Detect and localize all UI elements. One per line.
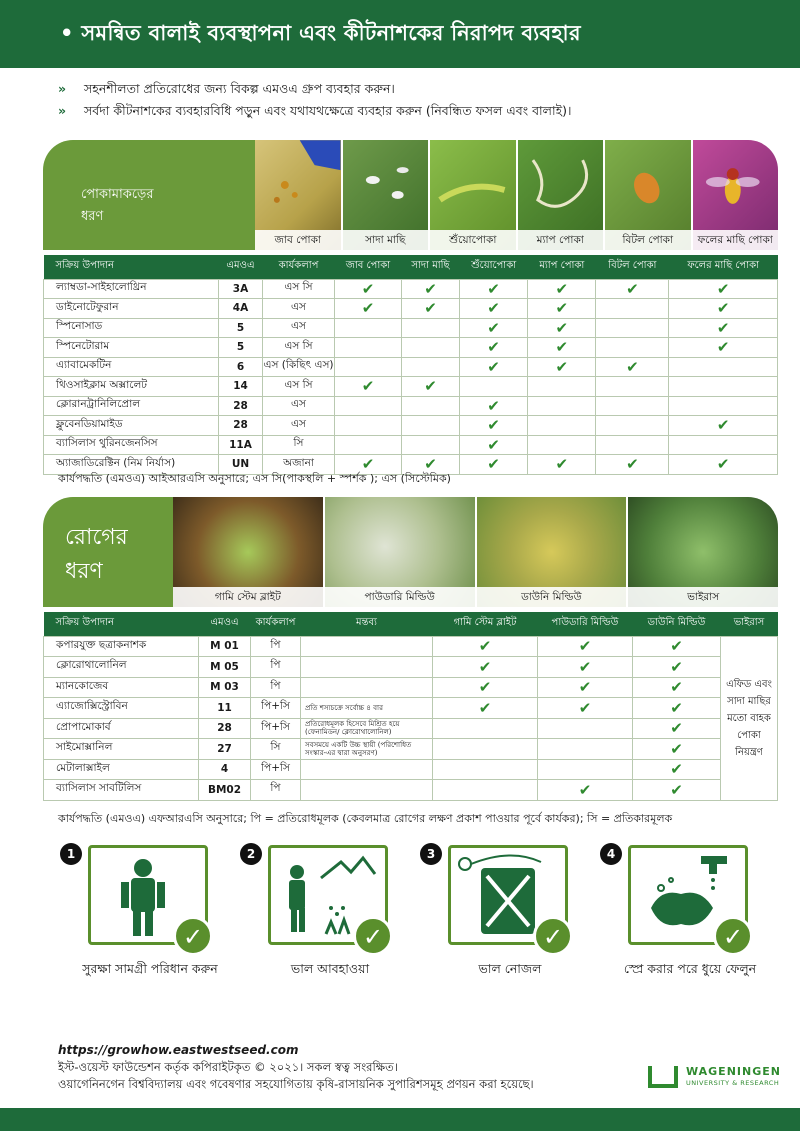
table-row — [44, 279, 778, 299]
check-cell — [528, 435, 596, 455]
table-row — [44, 338, 778, 358]
check-cell — [538, 718, 633, 739]
pest-type-label: পোকামাকড়ের ধরণ — [43, 140, 255, 250]
check-icon: ✔ — [670, 637, 683, 656]
footer — [58, 1042, 638, 1093]
check-icon: ✔ — [487, 318, 500, 337]
check-cell — [459, 357, 527, 377]
table-row — [44, 657, 778, 678]
action-type: পি — [251, 677, 301, 698]
remark — [301, 780, 433, 801]
ingredient-name: প্রোপামোকার্ব — [44, 718, 199, 739]
photo-caterpillar: শুঁয়োপোকা — [430, 140, 516, 250]
check-icon: ✔ — [361, 279, 375, 298]
check-cell — [633, 698, 721, 719]
check-icon: ✔ — [487, 338, 500, 357]
check-icon: ✔ — [424, 299, 437, 318]
check-icon: ✓ — [713, 916, 753, 956]
ingredient-name: ডাইনোটেফুরান — [44, 299, 219, 319]
check-cell — [459, 318, 527, 338]
moa-code: 14 — [219, 377, 263, 397]
step-box — [268, 845, 388, 951]
check-icon: ✔ — [626, 279, 639, 298]
check-icon: ✔ — [716, 416, 730, 435]
virus-note: এফিড এবং সাদা মাছির মতো বাহক পোকা নিয়ন্ত্রণ — [721, 636, 778, 800]
action-type: অজানা — [263, 455, 335, 475]
check-icon: ✔ — [478, 698, 492, 717]
check-icon: ✔ — [555, 318, 569, 337]
check-cell — [596, 279, 669, 299]
table-row — [44, 636, 778, 657]
moa-code: M 01 — [199, 636, 251, 657]
check-cell — [596, 318, 669, 338]
fruitfly-image — [693, 140, 779, 230]
check-icon: ✔ — [670, 719, 683, 738]
check-icon: ✔ — [578, 780, 592, 799]
ingredient-name: মেটালাক্সাইল — [44, 759, 199, 780]
copyright-text: ইস্ট-ওয়েস্ট ফাউন্ডেশন কর্তৃক কপিরাইটকৃত © ২০২১। সকল স্বত্ব সংরক্ষিত। — [58, 1060, 398, 1074]
photo-gummy-stem-blight: গামি স্টেম ব্লাইট — [173, 497, 323, 607]
check-cell — [528, 299, 596, 319]
ingredient-name: থিওসাইক্লাম অক্সালেট — [44, 377, 219, 397]
check-cell — [433, 780, 538, 801]
caterpillar-image — [430, 140, 516, 230]
check-cell — [459, 377, 527, 397]
leafminer-image — [518, 140, 604, 230]
chevron-icon: » — [58, 81, 67, 96]
table-row — [44, 677, 778, 698]
table-row — [44, 435, 778, 455]
moa-code: 5 — [219, 338, 263, 358]
check-cell — [538, 780, 633, 801]
check-icon: ✔ — [487, 279, 500, 298]
table-row — [44, 739, 778, 760]
check-cell — [633, 657, 721, 678]
check-icon: ✔ — [716, 318, 730, 337]
check-icon: ✔ — [578, 657, 592, 676]
check-cell — [528, 357, 596, 377]
check-icon: ✔ — [670, 739, 683, 758]
pest-note: কার্যপদ্ধতি (এমওএ) আইআরএসি অনুসারে; এস সি(পাকস্থলি + স্পর্শক ); এস (সিস্টেমিক) — [58, 472, 451, 485]
action-type: এস সি — [263, 279, 335, 299]
check-cell — [528, 455, 596, 475]
action-type: এস — [263, 318, 335, 338]
moa-code: 11A — [219, 435, 263, 455]
table-row — [44, 780, 778, 801]
step-box — [628, 845, 748, 951]
photo-whitefly: সাদা মাছি — [343, 140, 429, 250]
check-cell — [633, 718, 721, 739]
check-cell — [528, 318, 596, 338]
step-number: 3 — [420, 843, 442, 865]
remark — [301, 677, 433, 698]
action-type: এস — [263, 416, 335, 436]
check-icon: ✔ — [487, 357, 500, 376]
check-cell — [669, 396, 778, 416]
step-caption: ভাল নোজল — [478, 961, 542, 976]
moa-code: 27 — [199, 739, 251, 760]
moa-code: BM02 — [199, 780, 251, 801]
ingredient-name: কপারযুক্ত ছত্রাকনাশক — [44, 636, 199, 657]
check-cell — [402, 396, 460, 416]
check-cell — [335, 299, 402, 319]
disease-header — [43, 497, 778, 607]
bullet-item: » সর্বদা কীটনাশকের ব্যবহারবিধি পড়ুন এবং যথাযথক্ষেত্রে ব্যবহার করুন (নিবন্ধিত ফসল এবং বালাই)। — [58, 100, 778, 122]
check-icon: ✔ — [626, 455, 639, 474]
action-type: এস (কিছিৎ এস) — [263, 357, 335, 377]
moa-code: M 03 — [199, 677, 251, 698]
action-type: এস — [263, 299, 335, 319]
check-cell — [669, 357, 778, 377]
check-cell — [669, 377, 778, 397]
table-row — [44, 396, 778, 416]
check-cell — [335, 338, 402, 358]
check-cell — [433, 759, 538, 780]
photo-fruitfly: ফলের মাছি পোকা — [693, 140, 779, 250]
check-icon: ✓ — [173, 916, 213, 956]
ingredient-name: এ্যাজোক্সিস্ট্রোবিন — [44, 698, 199, 719]
check-cell — [459, 338, 527, 358]
check-cell — [528, 377, 596, 397]
check-icon: ✔ — [670, 780, 683, 799]
check-cell — [538, 636, 633, 657]
remark — [301, 636, 433, 657]
check-cell — [433, 636, 538, 657]
check-icon: ✔ — [578, 698, 592, 717]
check-cell — [669, 435, 778, 455]
chevron-icon: » — [58, 103, 67, 118]
check-cell — [596, 377, 669, 397]
check-cell — [669, 455, 778, 475]
check-cell — [433, 718, 538, 739]
ingredient-name: অ্যাজাডিরেক্টিন (নিম নির্যাস) — [44, 455, 219, 475]
check-cell — [538, 657, 633, 678]
photo-powdery-mildew: পাউডারি মিল্ডিউ — [325, 497, 475, 607]
check-icon: ✔ — [578, 637, 592, 656]
ingredient-name: ব্যাসিলাস সাবটিলিস — [44, 780, 199, 801]
remark: প্রতি শস্যচক্রে সর্বোচ্চ ৪ বার — [301, 698, 433, 719]
action-type: পি+সি — [251, 759, 301, 780]
moa-code: 28 — [219, 396, 263, 416]
step-caption: ভাল আবহাওয়া — [290, 961, 370, 976]
photo-virus: ভাইরাস — [628, 497, 778, 607]
ingredient-name: ক্লোরোথালোনিল — [44, 657, 199, 678]
check-cell — [459, 416, 527, 436]
photo-beetle: বিটল পোকা — [605, 140, 691, 250]
table-row — [44, 759, 778, 780]
check-cell — [596, 455, 669, 475]
check-icon: ✔ — [361, 455, 375, 474]
pest-photos — [255, 140, 778, 250]
check-icon: ✔ — [424, 377, 437, 396]
check-icon: ✔ — [555, 299, 569, 318]
check-icon: ✔ — [716, 279, 730, 298]
check-cell — [402, 377, 460, 397]
page-title: • সমন্বিত বালাই ব্যবস্থাপনা এবং কীটনাশকের নিরাপদ ব্যবহার — [60, 20, 581, 45]
check-icon: ✔ — [670, 760, 683, 779]
check-cell — [335, 396, 402, 416]
action-type: পি+সি — [251, 698, 301, 719]
wageningen-logo: WAGENINGEN UNIVERSITY & RESEARCH — [648, 1062, 788, 1092]
check-cell — [669, 299, 778, 319]
check-icon: ✔ — [555, 455, 569, 474]
step-caption: সুরক্ষা সামগ্রী পরিধান করুন — [82, 961, 218, 976]
check-cell — [402, 318, 460, 338]
check-cell — [402, 435, 460, 455]
action-type: পি+সি — [251, 718, 301, 739]
check-cell — [335, 435, 402, 455]
step-caption: স্প্রে করার পরে ধুয়ে ফেলুন — [623, 961, 757, 976]
check-cell — [528, 338, 596, 358]
ingredient-name: স্পিনেটোরাম — [44, 338, 219, 358]
check-cell — [335, 357, 402, 377]
check-cell — [433, 739, 538, 760]
moa-code: 4 — [199, 759, 251, 780]
check-cell — [528, 416, 596, 436]
check-cell — [669, 279, 778, 299]
bullet-item: » সহনশীলতা প্রতিরোধের জন্য বিকল্প এমওএ গ্রুপ ব্যবহার করুন। — [58, 78, 778, 100]
step-good-weather — [240, 843, 400, 983]
moa-code: 11 — [199, 698, 251, 719]
check-cell — [596, 357, 669, 377]
moa-code: 28 — [219, 416, 263, 436]
photo-aphid: জাব পোকা — [255, 140, 341, 250]
check-cell — [669, 416, 778, 436]
check-icon: ✔ — [670, 678, 683, 697]
check-cell — [459, 455, 527, 475]
check-icon: ✔ — [555, 338, 569, 357]
check-icon: ✔ — [555, 279, 569, 298]
pest-table — [43, 255, 778, 475]
check-icon: ✔ — [478, 657, 492, 676]
beetle-image — [605, 140, 691, 230]
check-icon: ✔ — [716, 338, 730, 357]
website-link[interactable]: https://growhow.eastwestseed.com — [58, 1043, 299, 1057]
ingredient-name: ফ্লুবেনডিয়ামাইড — [44, 416, 219, 436]
check-icon: ✔ — [424, 279, 437, 298]
check-cell — [633, 739, 721, 760]
table-row — [44, 416, 778, 436]
check-cell — [433, 677, 538, 698]
action-type: সি — [263, 435, 335, 455]
check-cell — [669, 318, 778, 338]
check-icon: ✔ — [487, 455, 500, 474]
check-cell — [538, 677, 633, 698]
check-cell — [402, 357, 460, 377]
remark — [301, 657, 433, 678]
check-cell — [538, 759, 633, 780]
check-cell — [633, 780, 721, 801]
table-row — [44, 698, 778, 719]
moa-code: 5 — [219, 318, 263, 338]
check-icon: ✔ — [424, 455, 437, 474]
check-cell — [402, 416, 460, 436]
footer-bar — [0, 1108, 800, 1131]
ingredient-name: এ্যাবামেকটিন — [44, 357, 219, 377]
check-icon: ✔ — [487, 396, 500, 415]
action-type: সি — [251, 739, 301, 760]
action-type: এস সি — [263, 338, 335, 358]
check-cell — [633, 759, 721, 780]
moa-code: 4A — [219, 299, 263, 319]
moa-code: 28 — [199, 718, 251, 739]
check-cell — [596, 338, 669, 358]
remark: প্রতিরোধমূলক হিসেবে মিশ্রিত হয়ে (ফেনামিডন/ ক্লোরোথালোনিল) — [301, 718, 433, 739]
check-cell — [538, 739, 633, 760]
check-cell — [669, 338, 778, 358]
ingredient-name: ব্যাসিলাস থুরিনজেনসিস — [44, 435, 219, 455]
check-cell — [335, 318, 402, 338]
pest-header — [43, 140, 778, 250]
ingredient-name: ক্লোরানট্রানিলিপ্রোল — [44, 396, 219, 416]
ingredient-name: সাইমোক্সানিল — [44, 739, 199, 760]
check-cell — [528, 279, 596, 299]
remark — [301, 759, 433, 780]
remark: সবসময়ে একটি উচ্চ স্থায়ী (পরিশোধিত সংস্কার-এর দ্বারা অনুসরণ) — [301, 739, 433, 760]
check-icon: ✔ — [478, 637, 492, 656]
check-icon: ✔ — [555, 357, 569, 376]
table-row — [44, 377, 778, 397]
check-icon: ✔ — [670, 698, 683, 717]
check-icon: ✔ — [670, 657, 683, 676]
check-icon: ✔ — [578, 678, 592, 697]
moa-code: UN — [219, 455, 263, 475]
disease-photos — [173, 497, 778, 607]
ingredient-name: ম্যানকোজেব — [44, 677, 199, 698]
action-type: পি — [251, 636, 301, 657]
aphid-image — [255, 140, 341, 230]
check-cell — [335, 416, 402, 436]
check-icon: ✔ — [626, 357, 639, 376]
check-cell — [335, 377, 402, 397]
check-cell — [596, 416, 669, 436]
check-icon: ✔ — [478, 678, 492, 697]
step-number: 2 — [240, 843, 262, 865]
check-cell — [596, 299, 669, 319]
action-type: পি — [251, 780, 301, 801]
disease-table — [43, 612, 778, 801]
logo-mark-icon — [648, 1066, 678, 1088]
table-row — [44, 299, 778, 319]
check-cell — [596, 435, 669, 455]
check-icon: ✓ — [533, 916, 573, 956]
check-cell — [402, 279, 460, 299]
step-box — [88, 845, 208, 951]
header-bar — [0, 0, 800, 68]
check-cell — [459, 279, 527, 299]
step-good-nozzle — [420, 843, 580, 983]
ingredient-name: স্পিনোসাড — [44, 318, 219, 338]
step-box — [448, 845, 568, 951]
check-icon: ✔ — [487, 435, 500, 454]
disease-note: কার্যপদ্ধতি (এমওএ) এফআরএসি অনুসারে; পি = প্রতিরোধমূলক (কেবলমাত্র রোগের লক্ষণ প্রকাশ পাওয়ার পূর্বে কার্যকর); সি = প্রতিকারমূলক — [58, 812, 673, 825]
step-number: 4 — [600, 843, 622, 865]
ingredient-name: ল্যাম্বডা-সাইহালোথ্রিন — [44, 279, 219, 299]
safety-steps — [60, 843, 760, 983]
table-row — [44, 357, 778, 377]
check-cell — [433, 698, 538, 719]
check-cell — [402, 338, 460, 358]
disease-type-label: রোগের ধরণ — [43, 497, 173, 607]
table-row — [44, 318, 778, 338]
check-icon: ✔ — [716, 299, 730, 318]
check-icon: ✔ — [361, 377, 375, 396]
moa-code: 6 — [219, 357, 263, 377]
check-cell — [402, 299, 460, 319]
photo-leafminer: ম্যাপ পোকা — [518, 140, 604, 250]
credit-text: ওয়াগেনিনগেন বিশ্ববিদ্যালয় এবং গবেষণার সহযোগিতায় কৃষি-রাসায়নিক সুপারিশসমূহ প্রণয়ন করা হয়েছে। — [58, 1077, 534, 1091]
check-icon: ✔ — [487, 299, 500, 318]
check-icon: ✔ — [487, 416, 500, 435]
action-type: এস — [263, 396, 335, 416]
check-icon: ✔ — [716, 455, 730, 474]
whitefly-image — [343, 140, 429, 230]
check-cell — [459, 435, 527, 455]
action-type: পি — [251, 657, 301, 678]
check-cell — [459, 396, 527, 416]
check-icon: ✔ — [361, 299, 375, 318]
table-row — [44, 718, 778, 739]
pest-table-header: সক্রিয় উপাদান এমওএ কার্যকলাপ জাব পোকা সাদা মাছি শুঁয়োপোকা ম্যাপ পোকা বিটল পোকা ফলের মাছি পোকা — [44, 255, 778, 279]
check-cell — [596, 396, 669, 416]
action-type: এস সি — [263, 377, 335, 397]
moa-code: 3A — [219, 279, 263, 299]
moa-code: M 05 — [199, 657, 251, 678]
check-cell — [335, 279, 402, 299]
check-cell — [528, 396, 596, 416]
check-cell — [538, 698, 633, 719]
check-cell — [633, 677, 721, 698]
step-number: 1 — [60, 843, 82, 865]
photo-downy-mildew: ডাউনি মিল্ডিউ — [477, 497, 627, 607]
disease-table-header: সক্রিয় উপাদান এমওএ কার্যকলাপ মন্তব্য গামি স্টেম ব্লাইট পাউডারি মিল্ডিউ ডাউনি মিল্ডিউ ভাইরাস — [44, 612, 778, 636]
step-wash-after — [600, 843, 760, 983]
check-cell — [459, 299, 527, 319]
step-protective-gear — [60, 843, 220, 983]
check-cell — [433, 657, 538, 678]
check-cell — [633, 636, 721, 657]
bullet-list — [58, 78, 778, 122]
check-icon: ✓ — [353, 916, 393, 956]
